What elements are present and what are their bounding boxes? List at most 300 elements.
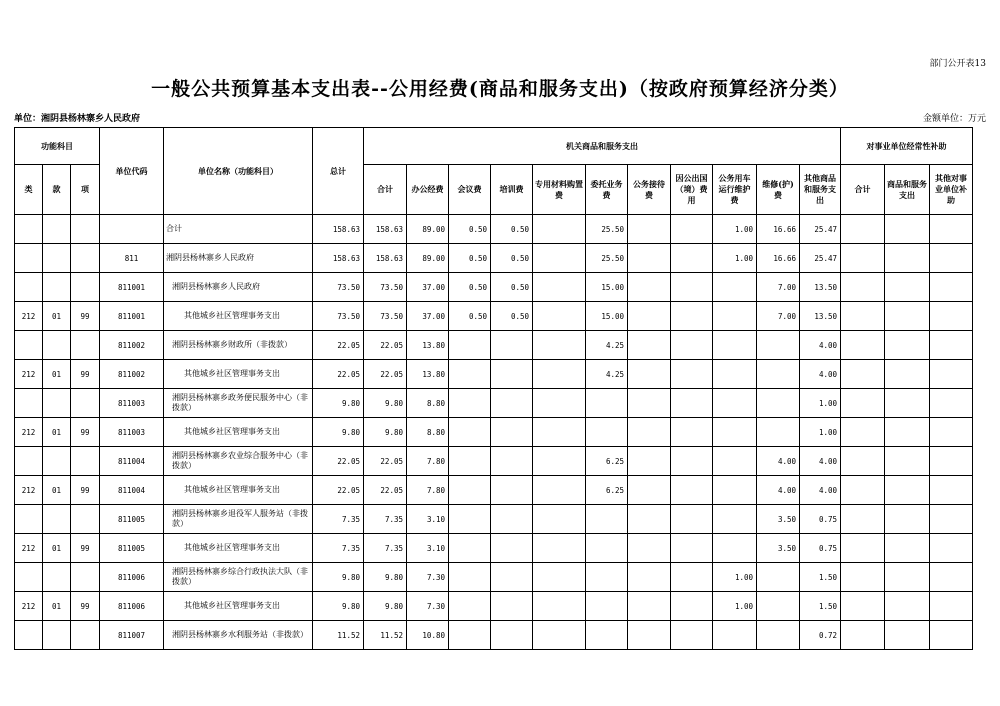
cell-value: 22.05 [364,476,407,505]
cell-subsidy [841,505,885,534]
cell-value [491,331,533,360]
cell-subsidy [841,592,885,621]
cell-unit-code: 811005 [100,505,164,534]
cell-value [713,621,757,650]
cell-value [671,592,713,621]
cell-value [671,476,713,505]
cell-value [757,418,800,447]
cell-value [671,563,713,592]
cell-total: 22.05 [313,447,364,476]
cell-subsidy [841,621,885,650]
cell-kuan [43,563,71,592]
cell-subsidy [930,360,973,389]
cell-kuan: 01 [43,592,71,621]
cell-value [671,418,713,447]
cell-value [713,360,757,389]
cell-xiang [71,447,100,476]
cell-value: 73.50 [364,302,407,331]
cell-value [757,563,800,592]
cell-unit-code: 811001 [100,302,164,331]
cell-value [449,592,491,621]
cell-value [628,476,671,505]
cell-value: 10.80 [407,621,449,650]
cell-lei [15,621,43,650]
cell-value: 0.50 [491,302,533,331]
cell-value: 1.00 [713,215,757,244]
cell-value: 15.00 [586,302,628,331]
cell-unit-name: 湘阴县杨林寨乡财政所（非拨款） [164,331,313,360]
header-sub-other: 其他对事业单位补助 [930,165,973,215]
cell-unit-name: 其他城乡社区管理事务支出 [164,476,313,505]
cell-subsidy [885,273,930,302]
cell-value [671,360,713,389]
header-col-meeting: 会议费 [449,165,491,215]
header-col-other-goods: 其他商品和服务支出 [800,165,841,215]
cell-total: 9.80 [313,418,364,447]
table-row [15,215,973,244]
reporting-unit: 单位：湘阴县杨林寨乡人民政府 [14,114,141,124]
cell-value: 8.80 [407,389,449,418]
cell-subsidy [885,244,930,273]
cell-subsidy [841,418,885,447]
cell-value [491,621,533,650]
cell-unit-code: 811 [100,244,164,273]
cell-value: 1.00 [713,592,757,621]
cell-value: 4.00 [800,476,841,505]
cell-subsidy [841,273,885,302]
cell-value: 6.25 [586,447,628,476]
cell-lei: 212 [15,360,43,389]
cell-subsidy [841,215,885,244]
cell-value: 89.00 [407,215,449,244]
cell-value: 89.00 [407,244,449,273]
cell-value [491,360,533,389]
cell-xiang [71,244,100,273]
cell-value [449,621,491,650]
cell-subsidy [930,447,973,476]
cell-value [533,418,586,447]
cell-value: 16.66 [757,215,800,244]
cell-total: 158.63 [313,215,364,244]
cell-subsidy [930,302,973,331]
cell-unit-name: 合计 [164,215,313,244]
cell-lei [15,331,43,360]
cell-subsidy [885,418,930,447]
cell-value [586,563,628,592]
cell-value [671,331,713,360]
cell-value [533,447,586,476]
table-row [15,505,973,534]
cell-total: 158.63 [313,244,364,273]
cell-value [671,505,713,534]
table-row [15,389,973,418]
cell-value: 6.25 [586,476,628,505]
cell-kuan: 01 [43,534,71,563]
cell-subsidy [841,389,885,418]
cell-subsidy [841,476,885,505]
cell-value: 4.00 [800,360,841,389]
cell-value [491,476,533,505]
cell-subsidy [930,389,973,418]
cell-subsidy [885,215,930,244]
cell-unit-name: 湘阴县杨林寨乡政务便民服务中心（非拨款） [164,389,313,418]
cell-value [449,447,491,476]
cell-value: 4.00 [757,476,800,505]
cell-unit-name: 湘阴县杨林寨乡人民政府 [164,273,313,302]
cell-value: 11.52 [364,621,407,650]
cell-value [533,215,586,244]
cell-total: 9.80 [313,563,364,592]
cell-value: 3.50 [757,534,800,563]
cell-value [628,302,671,331]
cell-subsidy [841,534,885,563]
cell-value: 7.00 [757,273,800,302]
cell-value [713,447,757,476]
cell-lei: 212 [15,592,43,621]
cell-value: 0.50 [449,273,491,302]
table-row [15,476,973,505]
cell-kuan: 01 [43,418,71,447]
cell-total: 7.35 [313,505,364,534]
cell-subsidy [841,302,885,331]
cell-value [713,418,757,447]
cell-total: 11.52 [313,621,364,650]
table-body [15,215,973,650]
cell-lei [15,505,43,534]
cell-value: 25.47 [800,244,841,273]
cell-xiang [71,273,100,302]
header-col-maintenance: 维修(护)费 [757,165,800,215]
cell-lei: 212 [15,418,43,447]
cell-value [713,505,757,534]
cell-unit-name: 其他城乡社区管理事务支出 [164,592,313,621]
cell-subsidy [885,592,930,621]
cell-total: 22.05 [313,476,364,505]
cell-value [671,534,713,563]
cell-value: 4.00 [757,447,800,476]
cell-value [491,592,533,621]
cell-value: 9.80 [364,389,407,418]
table-row [15,621,973,650]
cell-xiang [71,563,100,592]
cell-value: 0.50 [491,244,533,273]
cell-subsidy [885,447,930,476]
cell-value [628,331,671,360]
cell-value: 16.66 [757,244,800,273]
cell-value [533,563,586,592]
cell-subsidy [885,476,930,505]
page-title: 一般公共预算基本支出表--公用经费(商品和服务支出)（按政府预算经济分类） [151,78,849,100]
cell-unit-name: 湘阴县杨林寨乡退役军人服务站（非拨款） [164,505,313,534]
table-row [15,592,973,621]
cell-value [586,621,628,650]
cell-value [671,621,713,650]
cell-value [533,389,586,418]
cell-value [491,447,533,476]
amount-unit: 金额单位：万元 [922,114,986,124]
cell-unit-code: 811001 [100,273,164,302]
cell-value: 7.80 [407,447,449,476]
cell-total: 9.80 [313,389,364,418]
cell-unit-name: 湘阴县杨林寨乡水利服务站（非拨款） [164,621,313,650]
cell-value [671,215,713,244]
cell-value: 9.80 [364,563,407,592]
cell-value: 0.50 [449,215,491,244]
cell-unit-code: 811003 [100,389,164,418]
header-function-subject: 功能科目 [15,128,100,165]
cell-value [449,331,491,360]
table-row [15,418,973,447]
cell-value: 0.50 [491,273,533,302]
cell-kuan [43,389,71,418]
budget-table [14,127,973,650]
cell-value [449,505,491,534]
cell-subsidy [885,534,930,563]
cell-xiang [71,389,100,418]
cell-unit-code: 811007 [100,621,164,650]
cell-value [449,389,491,418]
cell-value: 7.35 [364,534,407,563]
cell-value [491,418,533,447]
cell-value [628,215,671,244]
cell-unit-name: 其他城乡社区管理事务支出 [164,302,313,331]
cell-value [449,534,491,563]
cell-value [628,244,671,273]
cell-subsidy [885,331,930,360]
cell-lei [15,244,43,273]
cell-value [713,273,757,302]
cell-value: 13.80 [407,360,449,389]
cell-total: 73.50 [313,302,364,331]
cell-value: 4.25 [586,360,628,389]
cell-unit-code: 811004 [100,476,164,505]
cell-value [757,360,800,389]
cell-value: 1.00 [713,244,757,273]
cell-value [757,592,800,621]
header-col-commissioned: 委托业务费 [586,165,628,215]
cell-value [757,621,800,650]
header-xiang: 项 [71,165,100,215]
cell-kuan [43,505,71,534]
cell-value [491,505,533,534]
cell-value: 22.05 [364,360,407,389]
header-unit-code: 单位代码 [100,128,164,215]
cell-value: 7.00 [757,302,800,331]
cell-value [491,563,533,592]
cell-subsidy [885,389,930,418]
cell-value [586,592,628,621]
header-kuan: 款 [43,165,71,215]
cell-subsidy [841,563,885,592]
cell-value [671,302,713,331]
cell-value: 3.10 [407,534,449,563]
cell-value [671,447,713,476]
cell-value [628,447,671,476]
cell-value: 4.25 [586,331,628,360]
cell-unit-name: 其他城乡社区管理事务支出 [164,418,313,447]
cell-subsidy [930,244,973,273]
cell-lei [15,447,43,476]
cell-xiang: 99 [71,534,100,563]
table-row [15,447,973,476]
cell-value: 22.05 [364,331,407,360]
cell-value [586,389,628,418]
table-row [15,273,973,302]
cell-xiang: 99 [71,360,100,389]
cell-value [586,534,628,563]
cell-total: 7.35 [313,534,364,563]
cell-value [628,505,671,534]
cell-unit-name: 其他城乡社区管理事务支出 [164,534,313,563]
cell-subsidy [930,418,973,447]
table-row [15,360,973,389]
header-total: 总计 [313,128,364,215]
header-col-vehicle: 公务用车运行维护费 [713,165,757,215]
cell-value: 158.63 [364,215,407,244]
header-col-reception: 公务接待费 [628,165,671,215]
cell-value: 15.00 [586,273,628,302]
cell-kuan [43,215,71,244]
cell-lei [15,215,43,244]
table-row [15,331,973,360]
cell-subsidy [930,331,973,360]
header-col-office: 办公经费 [407,165,449,215]
cell-value [533,476,586,505]
cell-value: 0.75 [800,505,841,534]
cell-subsidy [930,476,973,505]
cell-value: 8.80 [407,418,449,447]
cell-value: 25.50 [586,215,628,244]
cell-value [713,331,757,360]
cell-value: 1.00 [800,389,841,418]
cell-kuan [43,621,71,650]
cell-total: 22.05 [313,360,364,389]
cell-unit-code: 811005 [100,534,164,563]
cell-value [533,360,586,389]
cell-value: 25.47 [800,215,841,244]
cell-unit-code [100,215,164,244]
header-sub-goods: 商品和服务支出 [885,165,930,215]
cell-value: 1.00 [713,563,757,592]
cell-value: 25.50 [586,244,628,273]
cell-lei [15,389,43,418]
cell-kuan: 01 [43,360,71,389]
cell-value: 0.50 [449,244,491,273]
cell-value: 0.72 [800,621,841,650]
cell-value: 1.50 [800,592,841,621]
cell-value [449,476,491,505]
cell-subsidy [930,621,973,650]
cell-subsidy [885,360,930,389]
cell-kuan: 01 [43,302,71,331]
cell-xiang: 99 [71,592,100,621]
table-row [15,563,973,592]
cell-subsidy [930,215,973,244]
cell-value: 158.63 [364,244,407,273]
cell-subsidy [841,447,885,476]
cell-value [628,534,671,563]
cell-value [533,244,586,273]
cell-subsidy [885,302,930,331]
cell-subsidy [930,534,973,563]
cell-value [491,389,533,418]
cell-xiang: 99 [71,302,100,331]
cell-subsidy [841,331,885,360]
header-lei: 类 [15,165,43,215]
cell-lei: 212 [15,302,43,331]
cell-value: 7.30 [407,592,449,621]
cell-xiang [71,621,100,650]
cell-subsidy [930,563,973,592]
cell-unit-name: 湘阴县杨林寨乡人民政府 [164,244,313,273]
cell-value [628,273,671,302]
cell-unit-name: 湘阴县杨林寨乡农业综合服务中心（非拨款） [164,447,313,476]
cell-value [628,592,671,621]
cell-value [757,389,800,418]
cell-unit-code: 811003 [100,418,164,447]
cell-value [713,389,757,418]
header-col-overseas: 因公出国（境）费用 [671,165,713,215]
cell-subsidy [930,273,973,302]
cell-value: 4.00 [800,447,841,476]
cell-value [713,302,757,331]
cell-value [533,621,586,650]
cell-value: 37.00 [407,302,449,331]
cell-total: 9.80 [313,592,364,621]
cell-value: 7.30 [407,563,449,592]
cell-value: 73.50 [364,273,407,302]
cell-value: 3.10 [407,505,449,534]
cell-value [586,505,628,534]
cell-value [628,621,671,650]
cell-value [628,389,671,418]
cell-subsidy [885,563,930,592]
cell-unit-code: 811006 [100,563,164,592]
cell-subsidy [885,621,930,650]
cell-value [533,302,586,331]
cell-value [533,505,586,534]
cell-total: 22.05 [313,331,364,360]
cell-subsidy [841,360,885,389]
cell-value: 37.00 [407,273,449,302]
header-col-subtotal: 合计 [364,165,407,215]
cell-value [671,389,713,418]
cell-value [533,273,586,302]
cell-subsidy [930,505,973,534]
cell-value [628,418,671,447]
cell-lei: 212 [15,534,43,563]
cell-value: 0.50 [449,302,491,331]
header-institution-subsidy: 对事业单位经常性补助 [841,128,973,165]
cell-kuan [43,331,71,360]
form-number: 部门公开表13 [929,59,986,69]
cell-subsidy [930,592,973,621]
cell-value [713,534,757,563]
cell-xiang [71,505,100,534]
cell-value: 9.80 [364,418,407,447]
cell-value: 9.80 [364,592,407,621]
cell-value [449,418,491,447]
cell-value: 13.50 [800,273,841,302]
cell-value: 4.00 [800,331,841,360]
cell-unit-code: 811006 [100,592,164,621]
cell-value [491,534,533,563]
cell-value: 13.50 [800,302,841,331]
table-row [15,244,973,273]
cell-value [713,476,757,505]
header-sub-subtotal: 合计 [841,165,885,215]
cell-value [533,534,586,563]
